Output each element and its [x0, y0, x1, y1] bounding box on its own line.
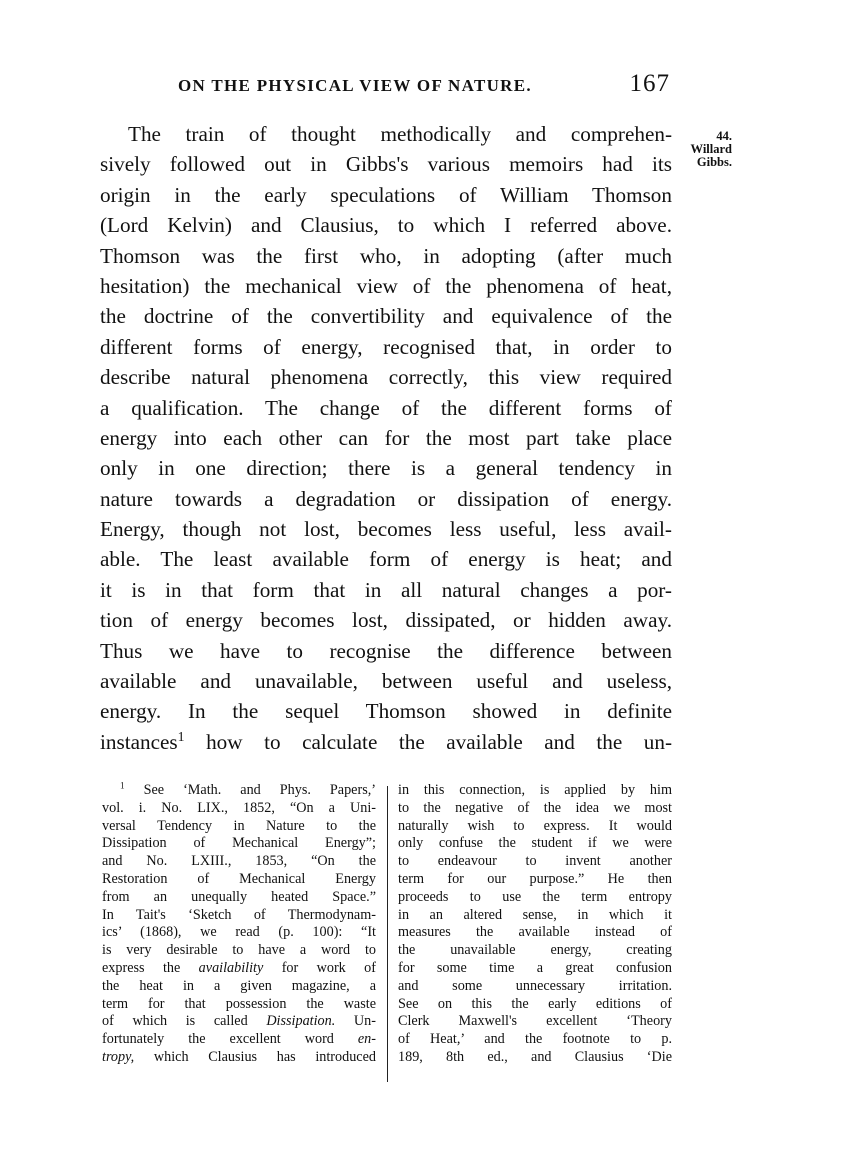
footnote-line: term for our purpose.” He then — [398, 870, 672, 887]
body-line: nature towards a degradation or dissipation of energy. — [100, 486, 672, 511]
section-number: 44. — [716, 129, 732, 143]
margin-note — [676, 130, 732, 169]
body-line: the doctrine of the convertibility and equivalence of the — [100, 304, 672, 329]
footnote — [100, 782, 672, 1082]
body-line: available and unavailable, between useful and useless, — [100, 669, 672, 694]
body-line: different forms of energy, recognised that, in order to — [100, 334, 672, 359]
footnote-line: tropy, which Clausius has introduced — [102, 1048, 376, 1065]
body-line: Energy, though not lost, becomes less useful, less avail- — [100, 517, 672, 542]
body-line: only in one direction; there is a general tendency in — [100, 456, 672, 481]
footnote-line: in this connection, is applied by him — [398, 782, 672, 798]
margin-note-line-2: Gibbs. — [696, 155, 732, 169]
footnote-line: Clerk Maxwell's excellent ‘Theory — [398, 1013, 672, 1030]
body-line: (Lord Kelvin) and Clausius, to which I referred above. — [100, 213, 672, 238]
footnote-line: only confuse the student if we were — [398, 835, 672, 852]
body-line-text: how to calculate the available and the un- — [206, 729, 672, 754]
running-head-title: ON THE PHYSICAL VIEW OF NATURE. — [178, 76, 532, 95]
body-line-last — [100, 727, 672, 757]
footnote-line: from an unequally heated Space.” — [102, 888, 376, 905]
footnote-column-right — [398, 782, 672, 1067]
footnote-line: ics’ (1868), we read (p. 100): “It — [102, 924, 376, 941]
footnote-line: 189, 8th ed., and Clausius ‘Die — [398, 1048, 672, 1065]
footnote-line: for some time a great confusion — [398, 959, 672, 976]
footnote-marker: 1 — [120, 780, 125, 791]
footnote-line: the heat in a given magazine, a — [102, 977, 376, 994]
running-head — [100, 70, 672, 100]
footnote-line: and No. LXIII., 1853, “On the — [102, 853, 376, 870]
body-line: hesitation) the mechanical view of the phenomena of heat, — [100, 273, 672, 298]
footnote-reference: 1 — [177, 728, 185, 744]
footnote-line: to the negative of the idea we most — [398, 799, 672, 816]
body-line: Thus we have to recognise the difference between — [100, 638, 672, 663]
italic-word: Dissipation. — [266, 1013, 336, 1030]
footnote-line: of Heat,’ and the footnote to p. — [398, 1031, 672, 1048]
footnote-line: vol. i. No. LIX., 1852, “On a Uni- — [102, 799, 376, 816]
footnote-line: See on this the early editions of — [398, 995, 672, 1012]
body-line: The train of thought methodically and comprehen- — [128, 122, 672, 146]
body-line: energy. In the sequel Thomson showed in definite — [100, 699, 672, 724]
body-line: Thomson was the first who, in adopting (after much — [100, 243, 672, 268]
body-line: a qualification. The change of the different forms of — [100, 395, 672, 420]
body-line: tion of energy becomes lost, dissipated, or hidden away. — [100, 608, 672, 633]
column-divider — [387, 786, 388, 1082]
italic-word: en- — [357, 1031, 376, 1048]
body-line: able. The least available form of energy is heat; and — [100, 547, 672, 572]
footnote-line: In Tait's ‘Sketch of Thermodynam- — [102, 906, 376, 923]
body-line: it is in that form that in all natural changes a por- — [100, 577, 672, 602]
footnote-line: term for that possession the waste — [102, 995, 376, 1012]
margin-note-line-1: Willard — [690, 142, 732, 156]
italic-word: tropy, — [102, 1048, 135, 1065]
page-number: 167 — [629, 70, 670, 97]
footnote-line: express the availability for work of — [102, 959, 376, 976]
footnote-line: proceeds to use the term entropy — [398, 888, 672, 905]
footnote-line: and some unnecessary irritation. — [398, 977, 672, 994]
footnote-line: of which is called Dissipation. Un- — [102, 1013, 376, 1030]
body-line: describe natural phenomena correctly, this view required — [100, 365, 672, 390]
footnote-line: fortunately the excellent word en- — [102, 1031, 376, 1048]
footnote-line: Dissipation of Mechanical Energy”; — [102, 835, 376, 852]
footnote-line: naturally wish to express. It would — [398, 817, 672, 834]
body-line: sively followed out in Gibbs's various memoirs had its — [100, 152, 672, 177]
footnote-line: to endeavour to invent another — [398, 853, 672, 870]
footnote-line: Restoration of Mechanical Energy — [102, 870, 376, 887]
body-paragraph — [100, 119, 672, 757]
body-line-text: instances — [100, 729, 178, 754]
footnote-column-left — [102, 782, 376, 1067]
footnote-line: in an altered sense, in which it — [398, 906, 672, 923]
footnote-line: the unavailable energy, creating — [398, 942, 672, 959]
body-line: origin in the early speculations of William Thomson — [100, 182, 672, 207]
body-line: energy into each other can for the most part take place — [100, 425, 672, 450]
footnote-line: measures the available instead of — [398, 924, 672, 941]
footnote-line: $^1$ See ‘Math. and Phys. Papers,’ — [120, 780, 377, 798]
italic-word: availability — [198, 959, 264, 976]
footnote-line: is very desirable to have a word to — [102, 942, 376, 959]
footnote-line: versal Tendency in Nature to the — [102, 817, 376, 834]
